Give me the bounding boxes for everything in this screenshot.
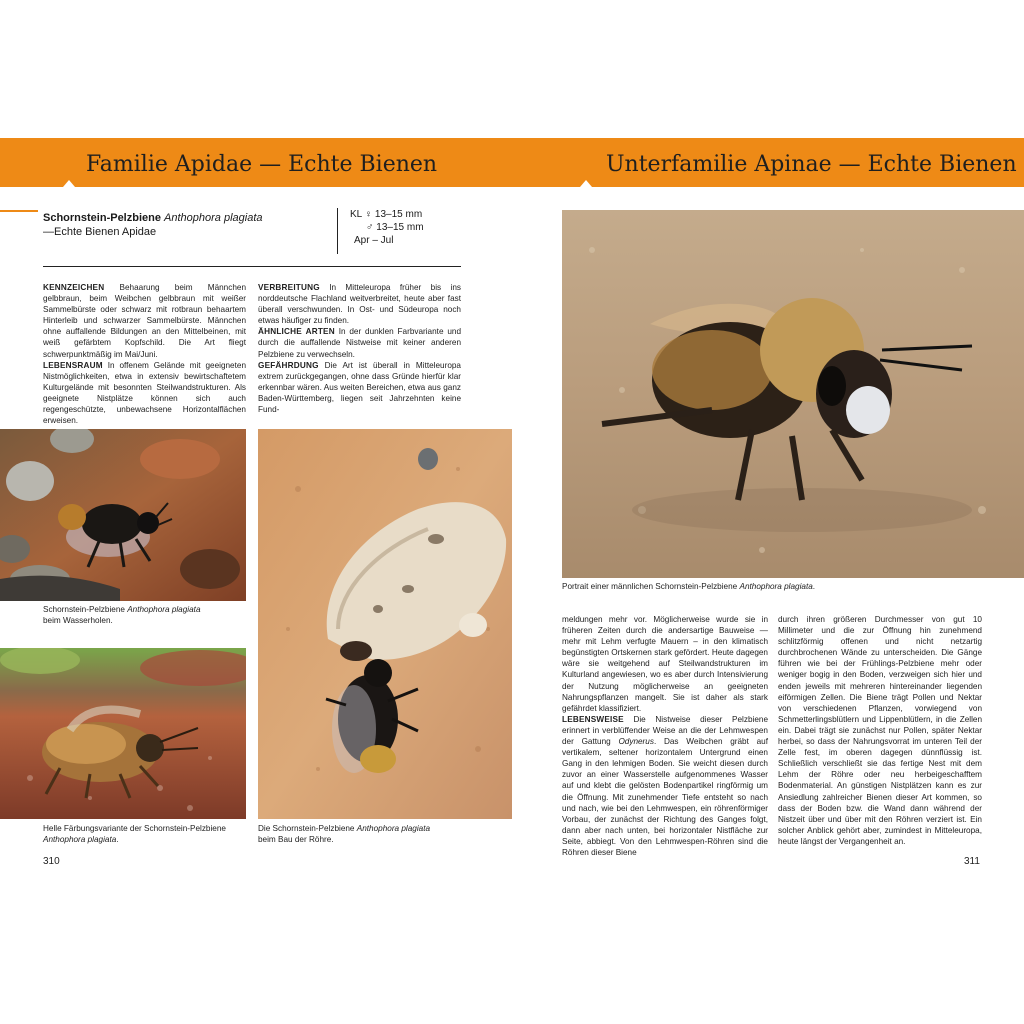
photo-male-portrait (562, 210, 1024, 578)
paragraph-kennzeichen (43, 282, 246, 360)
caption4-text: Portrait einer männlichen Schornstein-Pelzbiene (562, 582, 740, 591)
caption2-text: Helle Färbungsvariante der Schornstein-Pelzbiene (43, 824, 226, 833)
left-page-heading: Familie Apidae — Echte Bienen (86, 152, 438, 177)
caption-photo-chimney (258, 823, 512, 845)
caption2-end: . (116, 835, 119, 844)
right-page-heading: Unterfamilie Apinae — Echte Bienen (606, 152, 1017, 177)
size-female: KL ♀ 13–15 mm (350, 209, 423, 220)
keyword-gefaehrdung: GEFÄHRDUNG (258, 360, 319, 370)
caption3-latin: Anthophora plagiata (356, 824, 431, 833)
species-common-name: Schornstein-Pelzbiene (43, 212, 161, 224)
paragraph-nest-description: durch ihren größeren Durchmesser von gut 10 Millimeter und die zur Öffnung hin zunehmend schlitzförmig offenen und nicht netzartig durchbrochenen Wände zu unterscheiden. Die Gänge führen wie bei der Frühlings-Pelzbiene mehr oder weniger bogig in den Boden, verzweigen sich hier und enden jeweils mit mehreren hintereinander liegenden eiförmigen Zellen. Die Biene trägt Pollen und Nektar von verschiedenen Pflanzen, vorwiegend von Schmetterlingsblütlern und Lippenblütlern, in die Zellen ein. Dabei trägt sie zunächst nur Pollen, später Nektar herbei, so dass der Nahrungsvorrat im unteren Teil der Zelle fest, im oberen dagegen dünnflüssig ist. Schließlich verschließt sie das fertige Nest mit dem Lehm der Röhre oder neu herbeigeschafftem Bodenmaterial. An günstigen Nistplätzen kann es zur Ansiedlung zahlreicher Bienen dieser Art kommen, so dass der Boden bzw. die Wand dann während der Nistzeit über und über mit den Röhren verziert ist. Ein solcher Anblick gehört aber, zumindest in Mitteleuropa, heute längst der Vergangenheit an. (778, 615, 982, 846)
caption2-latin: Anthophora plagiata (43, 835, 117, 844)
genus-name: Odynerus (618, 737, 654, 747)
left-heading-marker (63, 180, 75, 187)
text-lebensweise-b: . Das Weibchen gräbt auf vertikalem, seltener horizontalem Untergrund einen Gang in den lehmigen Boden. Sie weicht diesen durch zuvor an einer Wasserstelle aufgenommenes Wasser auf und klebt die gelösten Bodenpartikel ringförmig um die Öffnung. Mit zunehmender Tiefe entsteht so nach und nach, wie bei den Lehmwespen, ein röhrenförmiger Vorbau, der zunächst der Richtung des Ganges folgt, dann aber nach unten, bei horizontaler Nistfläche zur Seite, abbiegt. Von den Lehmwespen-Röhren sind die Röhren dieser Biene (562, 737, 768, 857)
keyword-verbreitung: VERBREITUNG (258, 283, 320, 292)
text-lebensraum: In offenem Gelände mit geeigneten Nistmöglichkeiten, etwa in extensiv bewirtschaftetem Kulturgelände mit besonnten Steilwandstrukturen. Als geeignete Nistplätze können sich auch regengeschützte, unbewachsene Horizontalflächen erweisen. (43, 360, 246, 426)
photo-light-variant (0, 648, 246, 819)
caption-photo-portrait (562, 581, 982, 592)
text-aehnliche-arten: In der dunklen Farbvariante und durch die auffallende Nistweise mit keiner anderen Pelzbiene zu verwechseln. (258, 327, 461, 359)
paragraph-gefaehrdung (258, 360, 461, 415)
caption-photo-light-variant (43, 823, 253, 845)
paragraph-verbreitung (258, 282, 461, 326)
caption4-latin: Anthophora plagiata (739, 582, 813, 591)
species-family: —Echte Bienen Apidae (43, 226, 157, 238)
flight-period: Apr – Jul (354, 235, 394, 246)
species-size-box (337, 208, 470, 254)
caption4-end: . (812, 582, 816, 591)
keyword-lebensweise: LEBENSWEISE (562, 714, 624, 724)
right-text-column-1 (562, 614, 768, 858)
right-heading-marker (580, 180, 592, 187)
caption1-latin: Anthophora plagiata (127, 605, 201, 614)
caption3-text: Die Schornstein-Pelzbiene (258, 824, 357, 833)
right-text-column-2 (778, 614, 982, 847)
paragraph-lebensraum (43, 360, 246, 427)
keyword-aehnliche-arten: ÄHNLICHE ARTEN (258, 327, 335, 337)
caption3-end: beim Bau der Röhre. (258, 835, 334, 844)
keyword-kennzeichen: KENNZEICHEN (43, 283, 105, 292)
species-title (43, 211, 263, 239)
left-text-column-1 (43, 282, 246, 426)
caption1-text: Schornstein-Pelzbiene (43, 605, 128, 614)
species-accent-rule (0, 210, 38, 212)
page-number-right: 311 (964, 856, 980, 867)
caption1-end: beim Wasserholen. (43, 616, 113, 625)
species-latin-name: Anthophora plagiata (164, 212, 263, 224)
page-number-left: 310 (43, 856, 60, 867)
photo-bee-water (0, 429, 246, 601)
text-lebensweise-a: Die Nistweise dieser Pelzbiene erinnert in verblüffender Weise an die der Lehmwespen der Gattung (562, 714, 768, 747)
size-male: ♂ 13–15 mm (366, 222, 424, 233)
caption-photo-bee-water (43, 604, 243, 626)
text-gefaehrdung: Die Art ist überall in Mitteleuropa extrem zurückgegangen, ohne dass Gründe hierfür klar erkennbar wären. Aus weiten Bereichen, etwa aus ganz Baden-Württemberg, liegen seit Jahrzehnten keine Fund- (258, 360, 461, 415)
keyword-lebensraum: LEBENSRAUM (43, 360, 103, 370)
text-kennzeichen: Behaarung beim Männchen gelbbraun, beim Weibchen gelbbraun mit weißer Sammelbürste oder schwarz mit rotbraun behaartem Hinterleib und schwarzer Sammelbürste. Männchen ohne auffallende Bildungen an den Mittelbeinen, mit weiß gefärbtem Kopfschild. Die Art fliegt schwerpunktmäßig im Mai/Juni. (43, 283, 246, 359)
paragraph-aehnliche-arten (258, 326, 461, 359)
photo-chimney-building (258, 429, 512, 819)
left-text-column-2 (258, 282, 461, 415)
text-verbreitung: In Mitteleuropa früher bis ins norddeutsche Flachland weitverbreitet, heute aber fast überall verschwunden. In Ost- und Südeuropa noch etwas häufiger zu finden. (258, 283, 461, 326)
paragraph-lebensweise (562, 714, 768, 858)
paragraph-intro: meldungen mehr vor. Möglicherweise wurde sie in früheren Zeiten durch die andersartige Bauweise — mehr mit Lehm verfugte Mauern – in den klimatisch begünstigten Ortskernen stark gefördert. Heute dagegen wäre sie weitgehend auf Steilwandstrukturen im Kulturland angewiesen, wo es aber durch Intensivierung der Nutzung möglicherweise an geeigneten Nahrungspflanzen mangelt. Sie ist daher als stark gefährdet klassifiziert. (562, 615, 768, 713)
species-divider (43, 266, 461, 267)
